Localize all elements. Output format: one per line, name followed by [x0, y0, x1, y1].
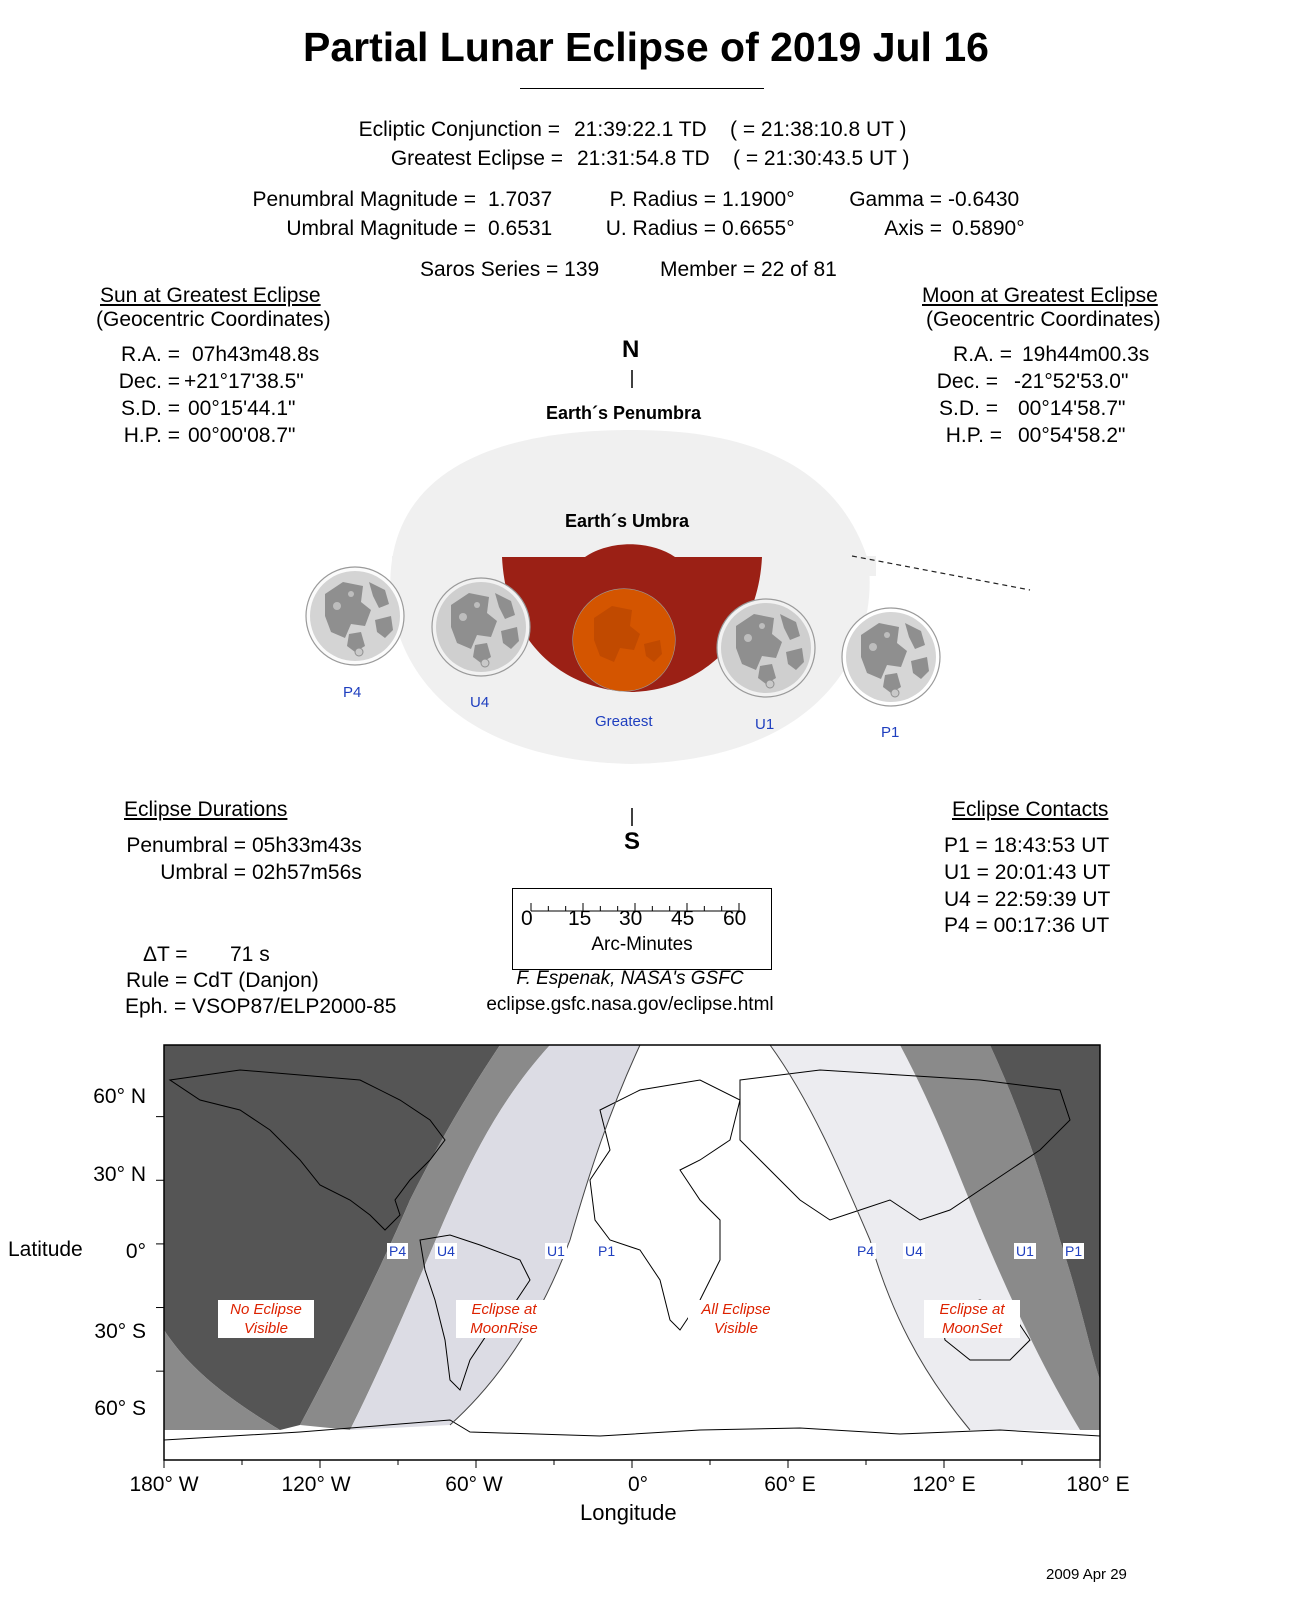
gamma-value: -0.6430	[948, 188, 1020, 211]
contact-u1: U1 = 20:01:43 UT	[944, 861, 1111, 884]
u-radius-value: 0.6655°	[722, 217, 795, 240]
moon-ra-label: R.A. =	[953, 343, 1012, 366]
axis-label: Axis =	[884, 217, 942, 240]
map-y-axis-label: Latitude	[8, 1238, 83, 1261]
lat-tick-60s: 60° S	[94, 1397, 146, 1420]
lon-tick-60w: 60° W	[445, 1473, 503, 1496]
sun-sd-value: 00°15'44.1"	[188, 397, 296, 420]
sun-heading: Sun at Greatest Eclipse	[100, 284, 321, 307]
region-label-moonset: Eclipse at MoonSet	[924, 1300, 1020, 1338]
sun-hp-label: H.P. =	[123, 424, 180, 447]
region-label-moonrise: Eclipse at MoonRise	[456, 1300, 552, 1338]
lat-tick-30s: 30° S	[94, 1320, 146, 1343]
south-label: S	[624, 828, 641, 855]
moon-dec-value: -21°52'53.0"	[1014, 370, 1129, 393]
page-title: Partial Lunar Eclipse of 2019 Jul 16	[303, 24, 989, 70]
lon-tick-120e: 120° E	[912, 1473, 976, 1496]
rule-text: Rule = CdT (Danjon)	[126, 969, 319, 992]
moon-hp-label: H.P. =	[945, 424, 1002, 447]
p-radius-value: 1.1900°	[722, 188, 795, 211]
conjunction-ut: ( = 21:38:10.8 UT )	[730, 118, 907, 141]
position-label-p4: P4	[343, 684, 362, 701]
north-label: N	[622, 336, 640, 363]
contact-p4: P4 = 00:17:36 UT	[944, 914, 1110, 937]
conjunction-td: 21:39:22.1 TD	[574, 118, 707, 141]
map-label-p4-left: P4	[389, 1243, 407, 1259]
map-label-p1-left: P1	[598, 1243, 616, 1259]
umb-mag-label: Umbral Magnitude =	[286, 217, 476, 240]
delta-t-label: ΔT =	[143, 943, 188, 966]
axis-value: 0.5890°	[952, 217, 1025, 240]
scale-tick-30: 30	[619, 907, 643, 930]
moon-hp-value: 00°54'58.2"	[1018, 424, 1126, 447]
lon-tick-180e: 180° E	[1066, 1473, 1130, 1496]
scale-unit: Arc-Minutes	[591, 934, 693, 955]
penumbral-duration-value: 05h33m43s	[252, 834, 362, 857]
greatest-ut: ( = 21:30:43.5 UT )	[733, 147, 910, 170]
saros-series: Saros Series = 139	[420, 258, 600, 281]
u-radius-label: U. Radius =	[605, 217, 716, 240]
map-x-axis-label: Longitude	[580, 1500, 677, 1525]
map-label-p1-right: P1	[1065, 1243, 1083, 1259]
scale-tick-45: 45	[671, 907, 695, 930]
credit-url: eclipse.gsfc.nasa.gov/eclipse.html	[486, 994, 774, 1015]
penumbral-duration-label: Penumbral =	[126, 834, 246, 857]
sun-hp-value: 00°00'08.7"	[188, 424, 296, 447]
credit-text: F. Espenak, NASA's GSFC	[516, 968, 744, 989]
ephemeris-text: Eph. = VSOP87/ELP2000-85	[125, 995, 397, 1018]
position-label-u4: U4	[470, 694, 490, 711]
map-label-u1-right: U1	[1016, 1243, 1034, 1259]
sun-sd-label: S.D. =	[121, 397, 180, 420]
pen-mag-value: 1.7037	[488, 188, 553, 211]
delta-t-value: 71 s	[230, 943, 270, 966]
position-label-p1: P1	[881, 724, 900, 741]
contact-p1: P1 = 18:43:53 UT	[944, 834, 1110, 857]
footer-date: 2009 Apr 29	[1046, 1566, 1127, 1583]
lat-tick-60n: 60° N	[93, 1085, 146, 1108]
sun-subheading: (Geocentric Coordinates)	[96, 308, 331, 331]
moon-dec-label: Dec. =	[936, 370, 998, 393]
lon-tick-180w: 180° W	[129, 1473, 199, 1496]
moon-subheading: (Geocentric Coordinates)	[926, 308, 1161, 331]
map-label-p4-right: P4	[857, 1243, 875, 1259]
moon-sd-value: 00°14'58.7"	[1018, 397, 1126, 420]
sun-dec-value: +21°17'38.5"	[184, 370, 304, 393]
map-label-u4-right: U4	[905, 1243, 923, 1259]
scale-tick-60: 60	[723, 907, 747, 930]
moon-sd-label: S.D. =	[939, 397, 998, 420]
umbra-label: Earth´s Umbra	[565, 511, 690, 531]
sun-ra-label: R.A. =	[121, 343, 180, 366]
umbral-duration-value: 02h57m56s	[252, 861, 362, 884]
contacts-heading: Eclipse Contacts	[952, 798, 1109, 821]
gamma-label: Gamma =	[849, 188, 942, 211]
saros-member: Member = 22 of 81	[660, 258, 837, 281]
lat-tick-0: 0°	[125, 1240, 146, 1263]
scale-tick-15: 15	[568, 907, 592, 930]
position-label-greatest: Greatest	[595, 713, 653, 730]
map-label-u1-left: U1	[547, 1243, 565, 1259]
greatest-label: Greatest Eclipse =	[390, 147, 563, 170]
lon-tick-120w: 120° W	[281, 1473, 351, 1496]
umbral-duration-label: Umbral =	[160, 861, 246, 884]
contact-u4: U4 = 22:59:39 UT	[944, 888, 1111, 911]
lon-tick-60e: 60° E	[764, 1473, 816, 1496]
sun-dec-label: Dec. =	[118, 370, 180, 393]
greatest-td: 21:31:54.8 TD	[577, 147, 710, 170]
lon-tick-0: 0°	[627, 1473, 649, 1496]
conjunction-label: Ecliptic Conjunction =	[358, 118, 560, 141]
umb-mag-value: 0.6531	[488, 217, 553, 240]
lat-tick-30n: 30° N	[93, 1163, 146, 1186]
sun-ra-value: 07h43m48.8s	[192, 343, 320, 366]
region-label-all-visible: All Eclipse Visible	[688, 1300, 784, 1338]
position-label-u1: U1	[755, 716, 775, 733]
scale-tick-0: 0	[521, 907, 533, 930]
moon-heading: Moon at Greatest Eclipse	[922, 284, 1158, 307]
region-label-no-eclipse: No Eclipse Visible	[218, 1300, 314, 1338]
moon-ra-value: 19h44m00.3s	[1022, 343, 1150, 366]
pen-mag-label: Penumbral Magnitude =	[252, 188, 476, 211]
durations-heading: Eclipse Durations	[124, 798, 288, 821]
map-label-u4-left: U4	[437, 1243, 455, 1259]
p-radius-label: P. Radius =	[609, 188, 716, 211]
penumbra-label: Earth´s Penumbra	[546, 403, 702, 423]
